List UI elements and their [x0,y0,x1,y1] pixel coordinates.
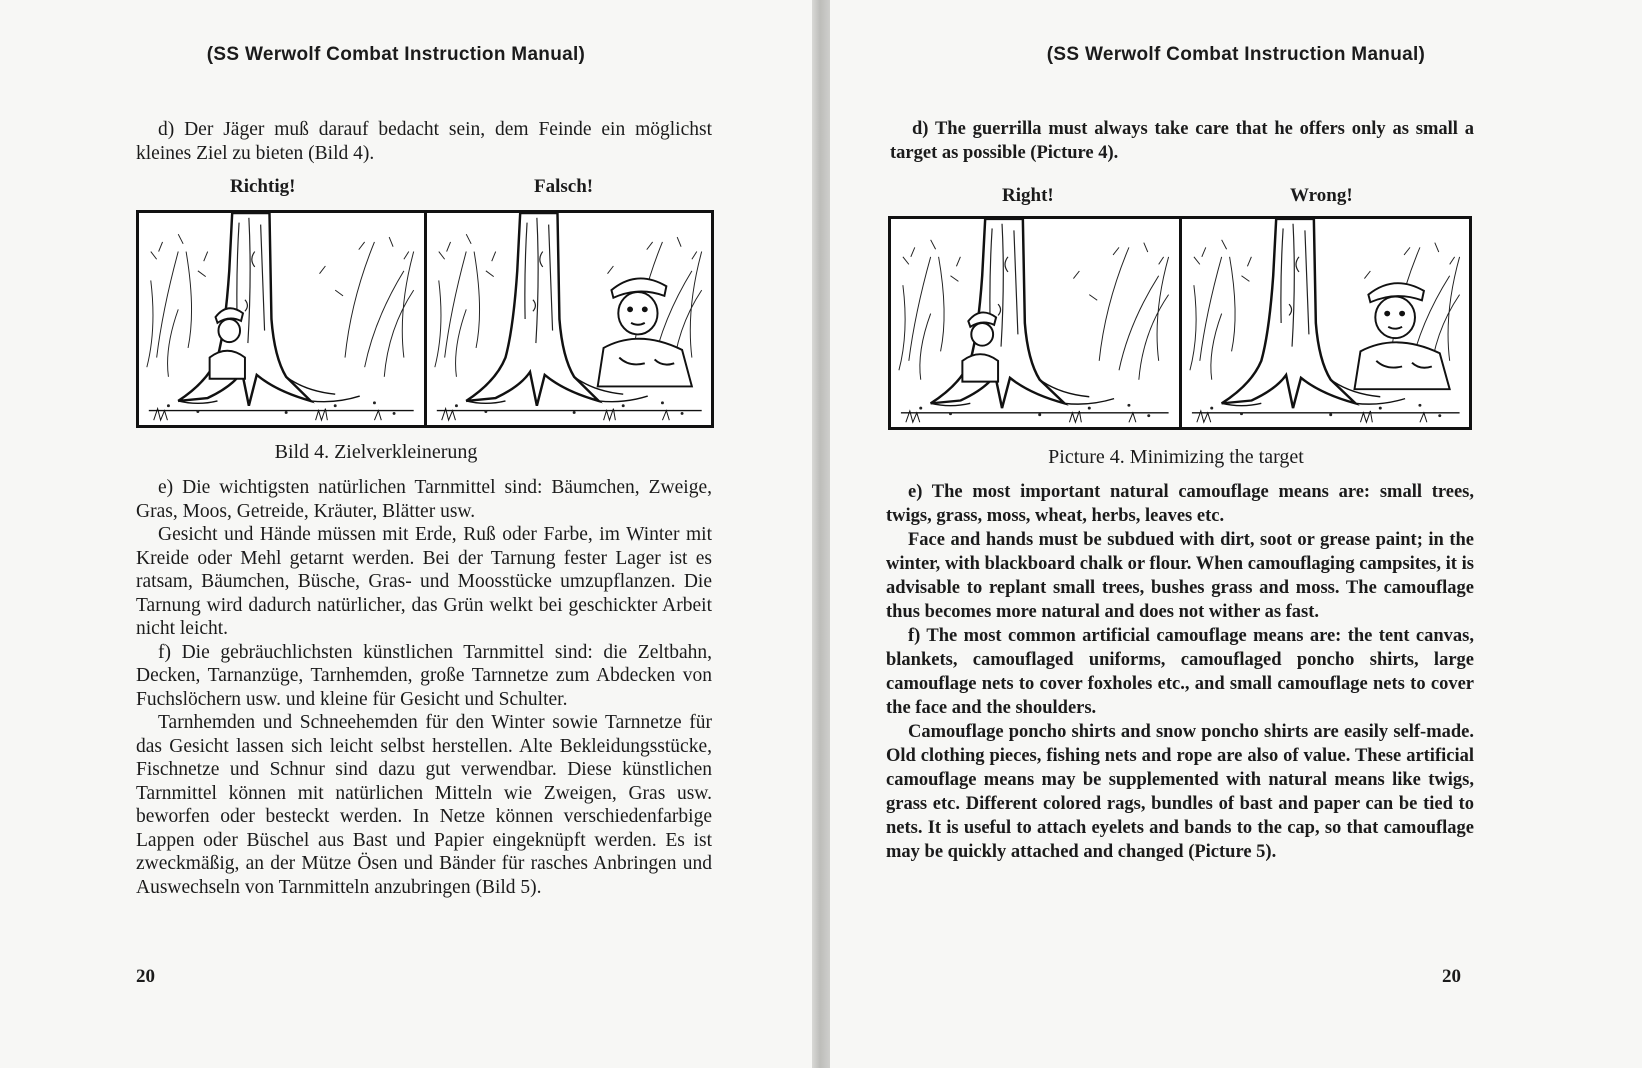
paragraph-e2: Gesicht und Hände müssen mit Erde, Ruß oder Farbe, im Winter mit Kreide oder Mehl getarnt werden. Bei der Tarnung fester Lager ist es ratsam, Bäumchen, Büsche, Gras- und Moosstücke umzupflanzen. Die Tarnung wird dadurch natürlicher, das Grün welkt bei geschickter Arbeit nicht leicht. [136,524,712,639]
figure-4 [888,216,1472,430]
page-header: (SS Werwolf Combat Instruction Manual) [1046,44,1426,65]
left-page [0,0,812,1068]
illustration-wrong-panel [424,213,712,425]
paragraph-e1: e) The most important natural camouflage means are: small trees, twigs, grass, moss, wheat, herbs, leaves etc. [886,482,1474,526]
illustration-right-panel [891,219,1179,427]
page-header: (SS Werwolf Combat Instruction Manual) [206,44,586,65]
page-number: 20 [136,966,155,987]
figure-4 [136,210,714,428]
paragraph-d [890,117,1474,165]
figure-caption: Bild 4. Zielverkleinerung [274,441,478,463]
illustration-right-panel [139,213,424,425]
paragraph-f2: Camouflage poncho shirts and snow poncho shirts are easily self-made. Old clothing pieces, fishing nets and rope are also of value. These artificial camouflage means may be supplemented with natural means like twigs, grass etc. Different colored rags, bundles of bast and paper can be tied to nets. It is useful to attach eyelets and bands to the cap, so that camouflage may be quickly attached and changed (Picture 5). [886,722,1474,862]
book-gutter [812,0,830,1068]
paragraph-f1: f) The most common artificial camouflage means are: the tent canvas, blankets, camouflaged uniforms, camouflaged poncho shirts, large camouflage nets to cover foxholes etc., and small camouflage nets to cover the face and the shoulders. [886,626,1474,718]
label-right: Richtig! [230,176,296,197]
paragraph-e2: Face and hands must be subdued with dirt, soot or grease paint; in the winter, with blackboard chalk or flour. When camouflaging campsites, it is advisable to replant small trees, bushes grass and moss. The camouflage thus becomes more natural and does not wither as fast. [886,530,1474,622]
label-right: Right! [1002,185,1054,206]
illustration-wrong-panel [1179,219,1470,427]
body-text [886,480,1474,864]
figure-caption: Picture 4. Minimizing the target [1048,446,1304,468]
paragraph-d-text: d) Der Jäger muß darauf bedacht sein, dem Feinde ein möglichst kleines Ziel zu bieten (Bild 4). [136,119,712,164]
paragraph-f1: f) Die gebräuchlichsten künstlichen Tarnmittel sind: die Zeltbahn, Decken, Tarnanzüge, Tarnhemden, große Tarnnetze zum Abdecken von Fuchslöchern usw. und kleine für Gesicht und Schulter. [136,641,712,710]
right-page [830,0,1642,1068]
label-wrong: Falsch! [534,176,594,197]
paragraph-e1: e) Die wichtigsten natürlichen Tarnmittel sind: Bäumchen, Zweige, Gras, Moos, Getreide, Kräuter, Blätter usw. [136,477,712,522]
paragraph-d [136,118,712,165]
label-wrong: Wrong! [1290,185,1353,206]
paragraph-f2: Tarnhemden und Schneehemden für den Winter sowie Tarnnetze für das Gesicht lassen sich leicht selbst herstellen. Alte Bekleidungsstücke, Fischnetze und Schnur sind dazu gut verwendbar. Diese künstlichen Tarnmittel können mit natürlichen Mitteln wie Zweigen, Gras usw. beworfen oder besteckt werden. In Netze können verschiedenfarbige Lappen oder Büschel aus Bast und Papier eingeknüpft werden. Es ist zweckmäßig, an der Mütze Ösen und Bänder für rasches Anbringen und Auswechseln von Tarnmitteln anzubringen (Bild 5). [136,712,712,898]
paragraph-d-text: d) The guerrilla must always take care that he offers only as small a target as possible (Picture 4). [890,119,1474,163]
body-text [136,476,712,899]
page-number: 20 [1442,966,1461,987]
